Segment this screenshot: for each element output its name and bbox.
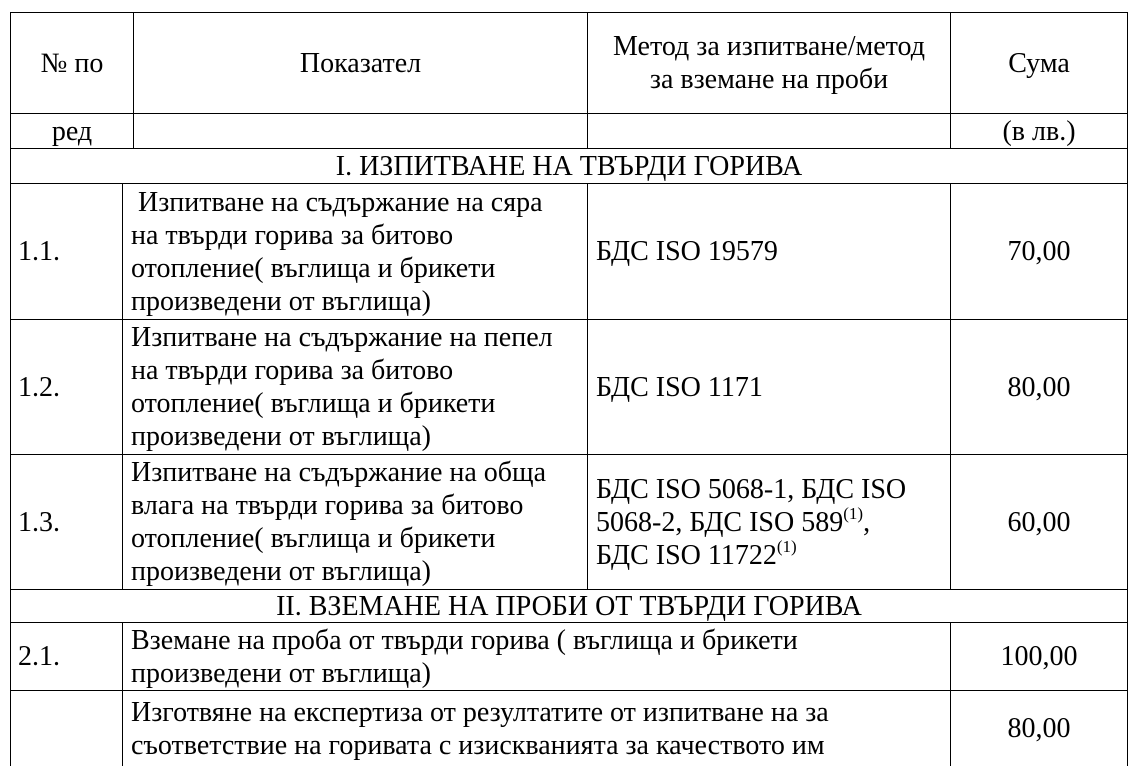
indicator-line: на твърди горива за битово: [131, 219, 454, 251]
row-amount: 80,00: [1007, 371, 1071, 403]
row-amount-cell: [950, 454, 1128, 590]
indicator-line: Вземане на проба от твърди горива ( въглища и брикети: [131, 624, 798, 656]
row-method-cell: [587, 319, 951, 455]
method-line: БДС ISO 1171: [596, 371, 763, 403]
indicator-line: Изпитване на съдържание на пепел: [131, 322, 553, 353]
row-number: 2.1.: [18, 641, 60, 672]
header-amount-cell-2: [950, 113, 1128, 149]
header-amount-label: Сума: [1008, 47, 1070, 79]
row-number-cell: [10, 690, 123, 766]
indicator-line: съответствие на горивата с изискванията за качеството им: [131, 729, 825, 761]
row-number: 1.3.: [18, 506, 60, 538]
row-method-cell: [587, 454, 951, 590]
indicator-line: произведени от въглища): [131, 285, 431, 317]
header-indicator-cell-2: [133, 113, 588, 149]
row-number: 1.1.: [18, 236, 60, 267]
method-text: БДС ISO 11722: [596, 539, 777, 571]
header-number-cell-2: [10, 113, 134, 149]
indicator-line: отопление( въглища и брикети: [131, 252, 496, 284]
indicator-line: Изготвяне на експертиза от резултатите от изпитване на за: [131, 696, 829, 728]
header-number-label: № по: [40, 47, 104, 79]
row-number-cell: [10, 454, 123, 590]
method-text: 5068-2, БДС ISO 589: [596, 506, 844, 538]
indicator-line: Изпитване на съдържание на обща: [131, 457, 547, 488]
row-indicator-cell: [122, 454, 588, 590]
row-indicator-cell: [122, 319, 588, 455]
indicator-line: Изпитване на съдържание на сяра: [131, 186, 543, 218]
section-title: II. ВЗЕМАНЕ НА ПРОБИ ОТ ТВЪРДИ ГОРИВА: [276, 590, 862, 622]
header-number-cell: [10, 12, 134, 114]
row-amount: 70,00: [1007, 236, 1071, 267]
indicator-line: отопление( въглища и брикети: [131, 388, 496, 419]
section-heading-2: [10, 589, 1128, 623]
footnote-marker: (1): [843, 503, 864, 523]
header-amount-cell: [950, 12, 1128, 114]
method-text-tail: ,: [863, 506, 871, 538]
indicator-line: произведени от въглища): [131, 556, 431, 587]
footnote-marker: (1): [776, 536, 797, 556]
section-title: I. ИЗПИТВАНЕ НА ТВЪРДИ ГОРИВА: [335, 150, 803, 182]
row-indicator-cell: [122, 183, 588, 320]
header-number-label-2: ред: [51, 115, 93, 147]
indicator-line: влага на твърди горива за битово: [131, 490, 524, 521]
row-amount-cell: [950, 319, 1128, 455]
header-method-cell: [587, 12, 951, 114]
row-amount-cell: [950, 622, 1128, 691]
row-amount: 80,00: [1007, 713, 1071, 744]
header-method-line: за вземане на проби: [649, 64, 889, 95]
method-line: [596, 503, 871, 539]
row-amount: 100,00: [1000, 641, 1078, 672]
row-method-cell: [587, 183, 951, 320]
row-indicator-cell: [122, 690, 951, 766]
row-number-cell: [10, 622, 123, 691]
indicator-line: отопление( въглища и брикети: [131, 523, 496, 554]
method-line: БДС ISO 5068-1, БДС ISO: [596, 473, 907, 505]
indicator-line: произведени от въглища): [131, 421, 431, 452]
row-number-cell: [10, 183, 123, 320]
section-heading-1: [10, 148, 1128, 184]
indicator-line: на твърди горива за битово: [131, 355, 454, 386]
header-indicator-cell: [133, 12, 588, 114]
row-amount-cell: [950, 690, 1128, 766]
method-line: БДС ISO 19579: [596, 236, 778, 267]
row-amount: 60,00: [1007, 506, 1071, 538]
header-method-cell-2: [587, 113, 951, 149]
method-line: [596, 536, 797, 572]
header-indicator-label: Показател: [299, 47, 422, 79]
row-indicator-cell: [122, 622, 951, 691]
indicator-line: произведени от въглища): [131, 657, 431, 689]
header-method-line: Метод за изпитване/метод: [613, 31, 925, 62]
header-amount-unit: (в лв.): [1002, 115, 1076, 147]
row-number: 1.2.: [18, 371, 60, 403]
row-number-cell: [10, 319, 123, 455]
row-amount-cell: [950, 183, 1128, 320]
